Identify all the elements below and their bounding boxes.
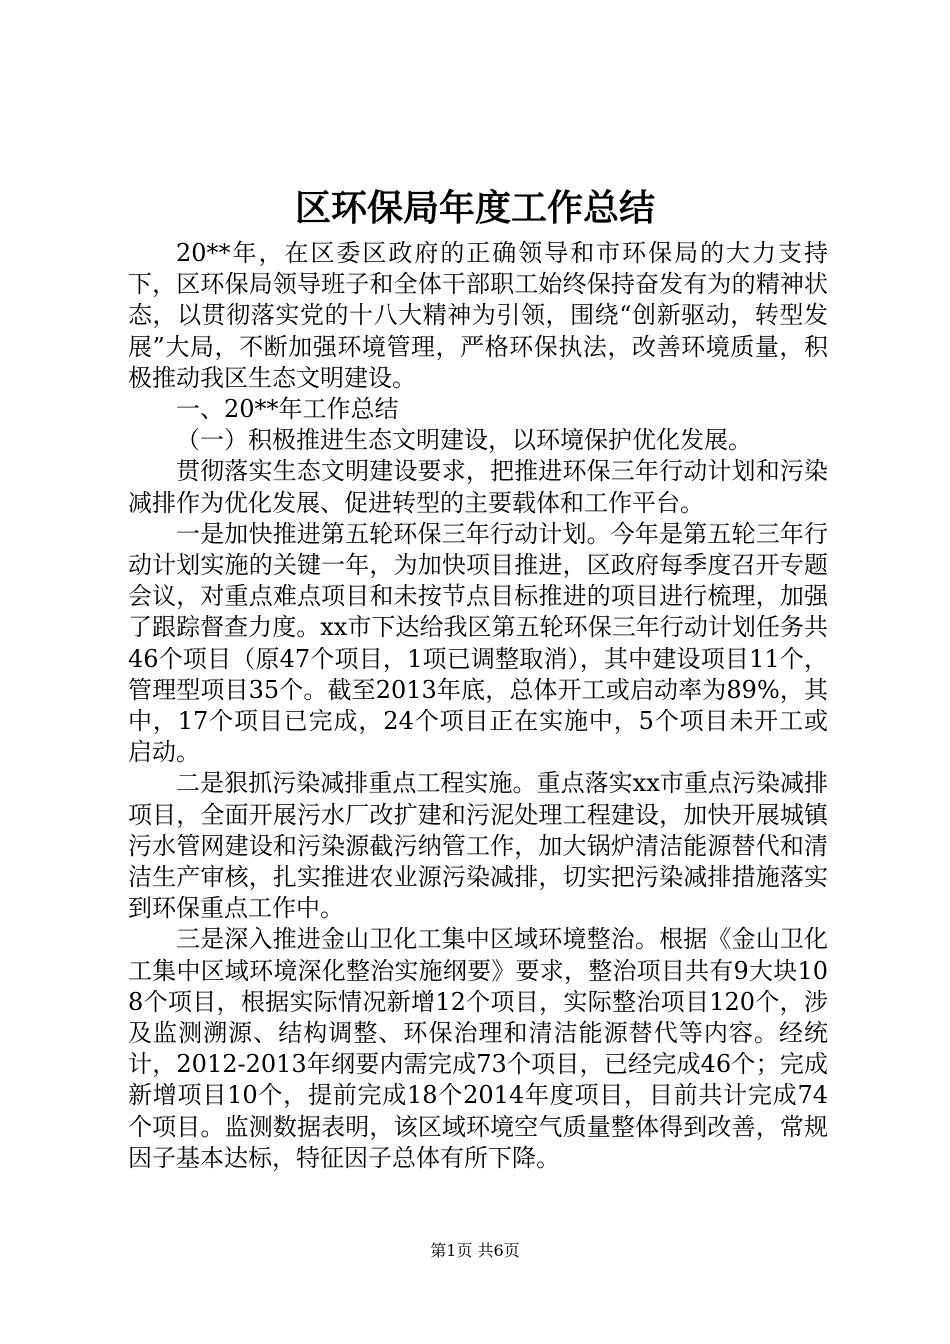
paragraph-intro: 20**年，在区委区政府的正确领导和市环保局的大力支持下，区环保局领导班子和全体干部职工始终保持奋发有为的精神状态，以贯彻落实党的十八大精神为引领，围绕“创新驱动，转型发展”大局，不断加强环境管理，严格环保执法，改善环境质量，积极推动我区生态文明建设。: [128, 239, 828, 392]
paragraph-item-2: 二是狠抓污染减排重点工程实施。重点落实xx市重点污染减排项目，全面开展污水厂改扩建和污泥处理工程建设，加快开展城镇污水管网建设和污染源截污纳管工作，加大锅炉清洁能源替代和清洁生产审核，扎实推进农业源污染减排，切实把污染减排措施落实到环保重点工作中。: [128, 769, 828, 923]
paragraph-item-3: 三是深入推进金山卫化工集中区域环境整治。根据《金山卫化工集中区域环境深化整治实施纲要》要求，整治项目共有9大块108个项目，根据实际情况新增12个项目，实际整治项目120个，涉及监测溯源、结构调整、环保治理和清洁能源替代等内容。经统计，2012-2013年纲要内需完成73个项目，已经完成46个；完成新增项目10个，提前完成18个2014年度项目，目前共计完成74个项目。监测数据表明，该区域环境空气质量整体得到改善，常规因子基本达标，特征因子总体有所下降。: [128, 925, 828, 1172]
page-number-footer: 第1页 共6页: [430, 1241, 520, 1260]
document-body: [128, 238, 828, 1174]
subsection-heading-1: （一）积极推进生态文明建设，以环境保护优化发展。: [176, 426, 752, 455]
document-title: 区环保局年度工作总结: [294, 187, 655, 229]
paragraph-item-1: 一是加快推进第五轮环保三年行动计划。今年是第五轮三年行动计划实施的关键一年，为加快项目推进，区政府每季度召开专题会议，对重点难点项目和未按节点目标推进的项目进行梳理，加强了跟踪督查力度。xx市下达给我区第五轮环保三年行动计划任务共46个项目（原47个项目，1项已调整取消），其中建设项目11个，管理型项目35个。截至2013年底，总体开工或启动率为89%，其中，17个项目已完成，24个项目正在实施中，5个项目未开工或启动。: [128, 519, 828, 767]
section-heading-1: 一、20**年工作总结: [176, 395, 399, 424]
paragraph-overview: 贯彻落实生态文明建设要求，把推进环保三年行动计划和污染减排作为优化发展、促进转型的主要载体和工作平台。: [128, 457, 828, 517]
